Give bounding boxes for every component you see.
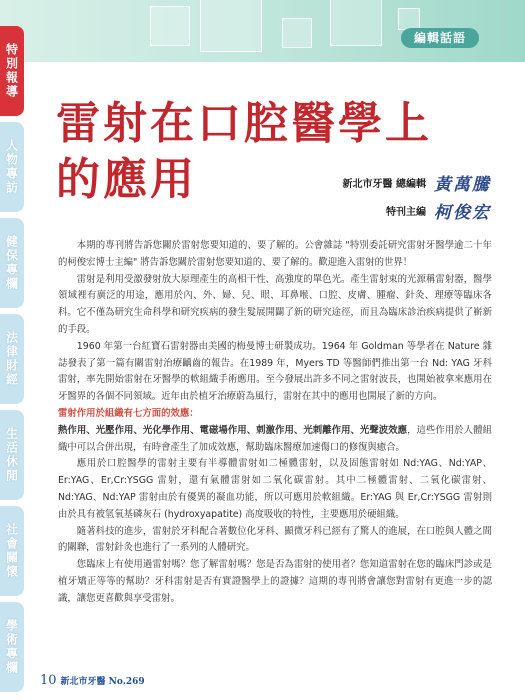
- byline-special-editor: [386, 198, 491, 223]
- page-footer: [40, 673, 145, 688]
- tab-label: 人物專訪: [4, 139, 19, 195]
- title-line-2: 的應用: [56, 154, 197, 205]
- tab-social-care[interactable]: [0, 506, 24, 596]
- effects-heading: 雷射作用於組織有七方面的效應：: [58, 407, 199, 419]
- tab-label: 學術專欄: [4, 619, 19, 675]
- article-body: [58, 238, 492, 608]
- decor-square: [330, 0, 382, 46]
- header-banner: [0, 0, 525, 62]
- tab-lifestyle[interactable]: [0, 410, 24, 500]
- byline-role: 特刊主編: [386, 207, 426, 218]
- byline-editor-in-chief: [343, 170, 491, 195]
- paragraph: 應用於口腔醫學的雷射主要有半導體雷射如二極體雷射，以及固態雷射如 Nd:YAG、Nd:YAP、Er:YAG、Er,Cr:YSGG 雷射，還有氣體雷射如二氧化碳雷射。其中二極體雷射、二氧化碳雷射、Nd:YAG、Nd:YAP 雷射由於有優異的凝血功能，所以可應用於軟組織。Er:YAG 與 Er,Cr:YSGG 雷射則由於具有被氫氧基磷灰石 (hydroxyapatite) 高度吸收的特性，主要應用於硬組織。: [58, 458, 492, 520]
- decor-square: [150, 6, 190, 46]
- tab-label: 生活休閒: [4, 427, 19, 483]
- paragraph: 1960 年第一台紅寶石雷射器由美國的梅曼博士研製成功。1964 年 Goldman 等學者在 Nature 雜誌發表了第一篇有關雷射治療齲齒的報告。在1989 年，Myers TD 等醫師們推出第一台 Nd: YAG 牙科雷射，率先開始雷射在牙醫學的軟組織手術應用。至今發展出許多不同之雷射波長，也開始被拿來應用在牙醫界的各個不同領域。近年由於植牙治療蔚為風行，雷射在其中的應用也開展了新的方向。: [58, 340, 492, 403]
- tab-label: 社會關懷: [4, 523, 19, 579]
- tab-label: 法律財經: [4, 331, 19, 387]
- byline-name: 柯俊宏: [434, 203, 491, 223]
- page-number: 10: [40, 673, 57, 688]
- decor-square: [398, 8, 420, 30]
- effects-tail: ，這些作用於人體組織中可以合併出現，有時會產生了加成效應，幫助臨床醫療加速傷口的修復與癒合。: [58, 424, 492, 453]
- decor-square: [282, 18, 312, 48]
- title-line-1: 雷射在口腔醫學上: [56, 98, 432, 149]
- byline-name: 黃萬騰: [434, 175, 491, 195]
- byline-role: 新北市牙醫 總編輯: [342, 179, 426, 190]
- paragraph: 隨著科技的進步，雷射於牙科配合著數位化牙科、顯微牙科已經有了驚人的進展，在口腔與人體之間的關聯，雷射針灸也進行了一系列的人體研究。: [58, 525, 492, 554]
- paragraph: 本期的專刊將告訴您關於雷射您要知道的、要了解的。公會雜誌 "特別委託研究雷射牙醫學逾二十年的柯俊宏博士主編" 將告訴您關於雷射您要知道的、要了解的。歡迎進入雷射的世界！: [58, 240, 492, 268]
- section-tabs: [0, 26, 24, 700]
- tab-health-insurance[interactable]: [0, 218, 24, 308]
- section-badge: 編輯話語: [401, 28, 479, 48]
- decor-square: [200, 0, 262, 52]
- tab-law-finance[interactable]: [0, 314, 24, 404]
- tab-special-report[interactable]: [0, 26, 24, 116]
- effects-paragraph: [58, 423, 492, 457]
- tab-academic[interactable]: [0, 602, 24, 692]
- paragraph: 您臨床上有使用過雷射嗎？您了解雷射嗎？您是否為雷射的使用者？您知道雷射在您的臨床門診或是植牙矯正等等的幫助？牙科雷射是否有實證醫學上的證據？這期的專刊將會讓您對雷射有更進一步的認識，讓您更喜歡與享受雷射。: [58, 559, 492, 604]
- magazine-name: 新北市牙醫 No.269: [60, 677, 145, 687]
- tab-label: 特別報導: [4, 43, 19, 99]
- tab-label: 健保專欄: [4, 235, 19, 291]
- tab-interview[interactable]: [0, 122, 24, 212]
- paragraph: 雷射是利用受激發射放大原理產生的高相干性、高強度的單色光。產生雷射束的光源稱雷射器，醫學領域裡有廣泛的用途，應用於內、外、婦、兒、眼、耳鼻喉、口腔、皮膚、腫瘤、針灸、理療等臨床各科。它不僅為研究生命科學和研究疾病的發生髮展開闢了新的研究途徑，而且為臨床診治疾病提供了嶄新的手段。: [58, 273, 492, 335]
- effects-list: 熱作用、光壓作用、光化學作用、電磁場作用、刺激作用、光刺離作用、光聲波效應: [58, 424, 408, 436]
